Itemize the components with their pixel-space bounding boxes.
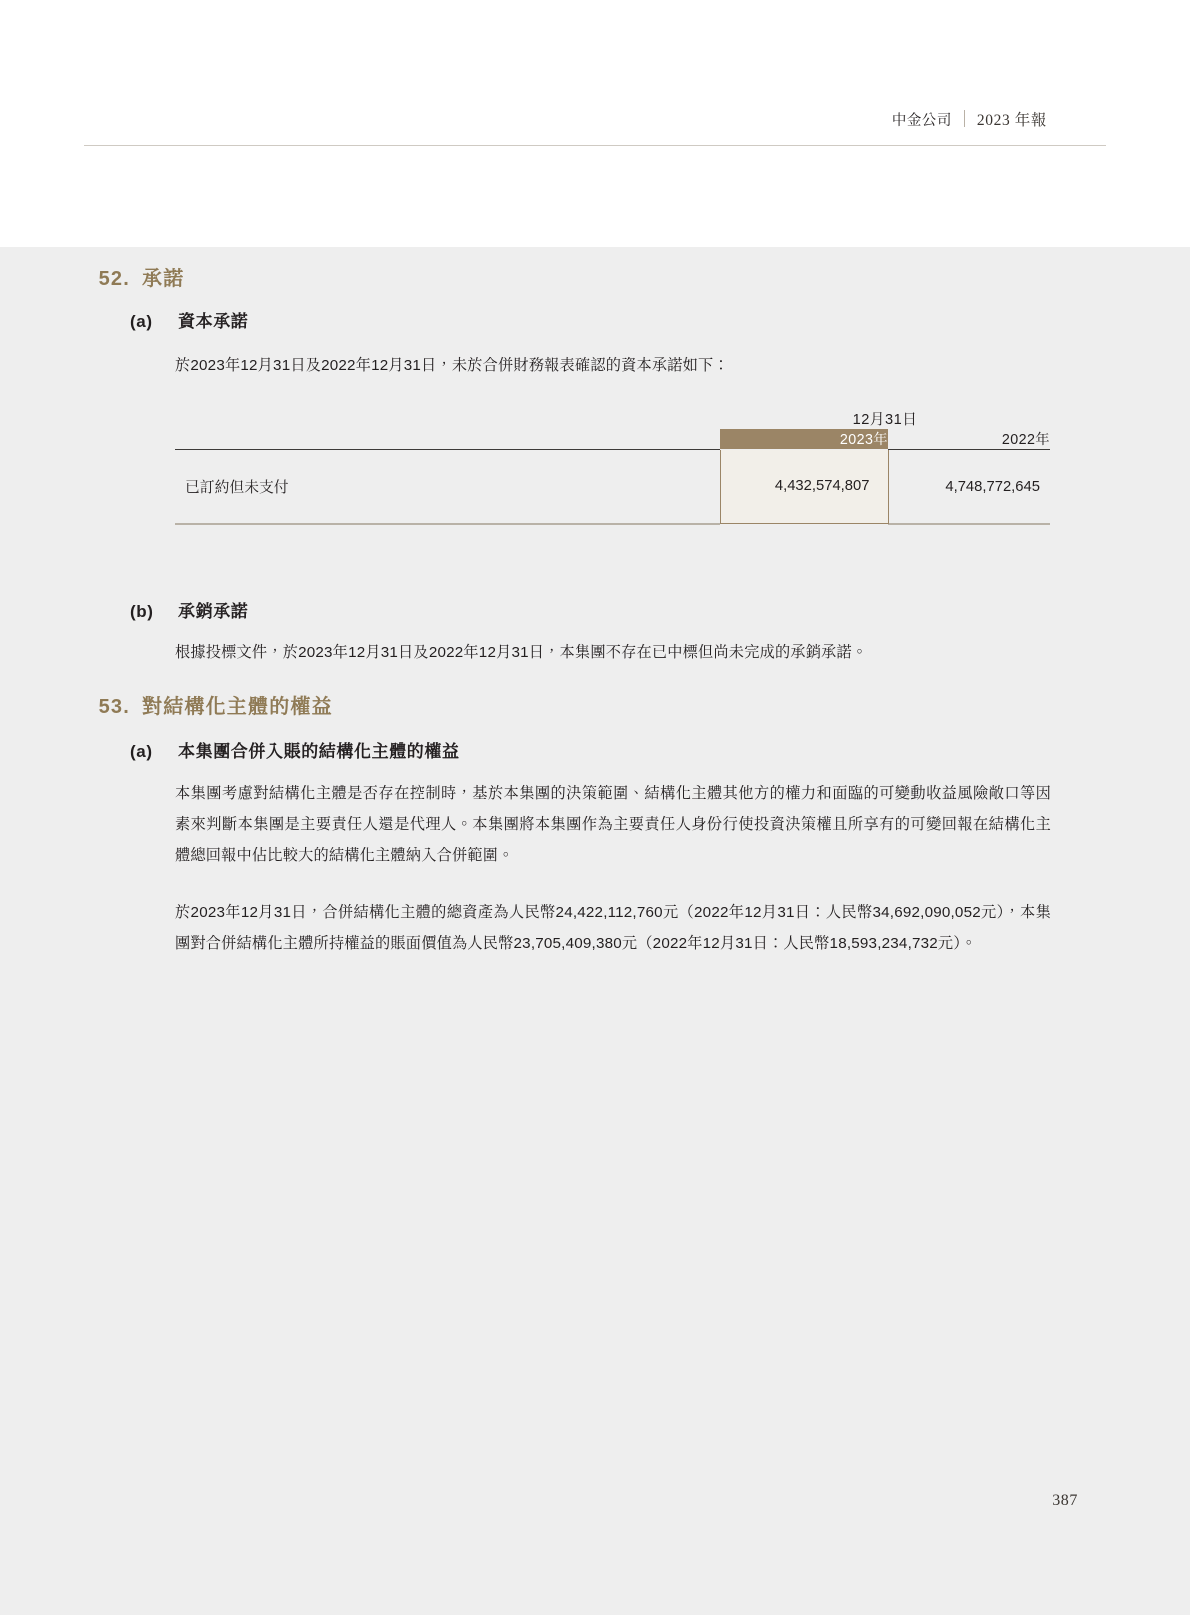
section-title-53: 對結構化主體的權益 (142, 696, 333, 718)
paragraph-53a-1: 本集團考慮對結構化主體是否存在控制時，基於本集團的決策範圍、結構化主體其他方的權力和面臨的可變動收益風險敞口等因素來判斷本集團是主要責任人還是代理人。本集團將本集團作為主要責任人身份行使投資決策權且所享有的可變回報在結構化主體總回報中佔比較大的結構化主體納入合併範圍。 (175, 785, 1051, 864)
header-report-year: 2023 年報 (976, 112, 1047, 129)
table-cell-label: 已訂約但未支付 (185, 480, 289, 496)
paragraph-52a: 於2023年12月31日及2022年12月31日，未於合併財務報表確認的資本承諾如下： (175, 357, 729, 374)
page-number: 387 (1052, 1492, 1078, 1509)
header-company-name: 中金公司 (891, 113, 952, 129)
subsection-title-52b: 承銷承諾 (178, 602, 249, 621)
subsection-heading-53a (130, 737, 460, 762)
table-cell-2023: 4,432,574,807 (720, 450, 888, 523)
subsection-title-53a: 本集團合併入賬的結構化主體的權益 (178, 742, 460, 761)
subsection-heading-52a (130, 307, 248, 332)
table-row (175, 450, 1050, 523)
subsection-title-52a: 資本承諾 (178, 312, 249, 331)
paragraph-53a-2: 於2023年12月31日，合併結構化主體的總資產為人民幣24,422,112,760元（2022年12月31日：人民幣34,692,090,052元），本集團對合併結構化主體所持權益的賬面價值為人民幣23,705,409,380元（2022年12月31日：人民幣18,593,234,732元）。 (175, 904, 1051, 952)
table-header-2023: 2023年 (720, 429, 888, 449)
table-span-header-row (175, 408, 1050, 429)
table-header-2022: 2022年 (1001, 432, 1050, 448)
table-cell-2022: 4,748,772,645 (945, 478, 1040, 495)
section-number-52: 52. (98, 268, 130, 290)
section-heading-52 (84, 262, 184, 291)
subsection-label-52a: (a) (130, 312, 153, 331)
capital-commitment-table-wrapper (175, 408, 1050, 525)
header-divider (964, 110, 965, 127)
header-rule (84, 145, 1106, 146)
header-running-title (892, 108, 1047, 130)
table-span-header: 12月31日 (852, 412, 918, 428)
table-bottom-rule (175, 523, 1050, 525)
subsection-label-53a: (a) (130, 742, 153, 761)
subsection-label-52b: (b) (130, 602, 154, 621)
page-header (0, 0, 1190, 247)
table-column-header-row (175, 429, 1050, 449)
section-title-52: 承諾 (142, 268, 185, 290)
section-heading-53 (84, 690, 333, 719)
capital-commitment-table (175, 408, 1050, 525)
section-number-53: 53. (98, 696, 130, 718)
subsection-heading-52b (130, 597, 248, 622)
paragraph-52b: 根據投標文件，於2023年12月31日及2022年12月31日，本集團不存在已中標但尚未完成的承銷承諾。 (175, 644, 868, 661)
